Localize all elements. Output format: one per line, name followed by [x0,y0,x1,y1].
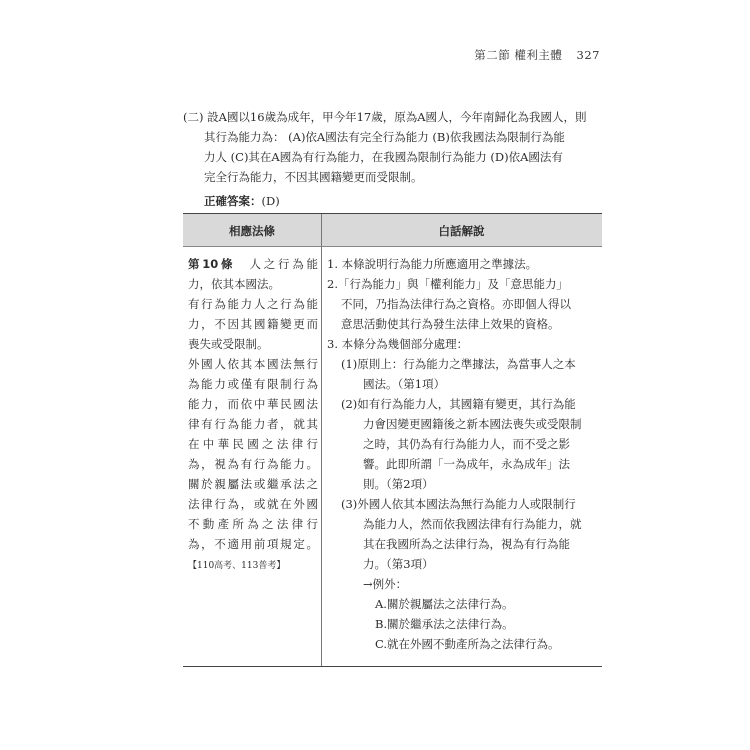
explanation-line: 響。此即所謂「一為成年，永為成年」法 [363,457,570,471]
article-text-column [188,254,318,576]
explanation-line: 不同，乃指為法律行為之資格。亦即個人得以 [341,297,571,311]
explanation-line: 之時，其仍為有行為能力人，而不受之影 [363,437,570,451]
article-line: 法律行為，或就在外國 [188,497,318,511]
explanation-line: (2)如有行為能力人，其國籍有變更，其行為能 [341,397,576,411]
article-line: 有行為能力人之行為能 [188,297,318,311]
header-plain-explanation: 白話解說 [438,224,485,238]
question-line: (二) 設A國以16歲為成年，甲今年17歲，原為A國人，今年南歸化為我國人，則 [183,110,587,124]
article-line: 不動產所為之法律行 [188,517,318,531]
explanation-line: 意思活動使其行為發生法律上效果的資格。 [341,317,560,331]
page-number: 327 [576,48,600,62]
article-line: 為，不適用前項規定。 [188,537,318,551]
article-line: 為能力或僅有限制行為 [188,377,318,391]
explanation-line: 其在我國所為之法律行為，視為有行為能 [363,537,570,551]
running-header [474,47,600,63]
answer-value: (D) [261,194,280,208]
column-divider [321,214,322,666]
law-explanation-table [183,213,602,667]
answer-label: 正確答案： [204,194,262,208]
section-title: 第二節 權利主體 [474,48,563,62]
article-line: 為，視為有行為能力。 [188,457,318,471]
header-related-article: 相應法條 [229,224,275,238]
explanation-column [327,254,599,654]
explanation-line: C.就在外國不動產所為之法律行為。 [375,637,560,651]
explanation-line: 力會因變更國籍後之新本國法喪失或受限制 [363,417,582,431]
article-line: 喪失或受限制。 [188,337,269,351]
article-line: 關於親屬法或繼承法之 [188,477,318,491]
question-line: 其行為能力為： (A)依A國法有完全行為能力 (B)依我國法為限制行為能 [204,130,565,144]
article-line: 能力，而依中華民國法 [188,397,318,411]
article-line: 第10條 人之行為能 [188,257,318,271]
question-line: 完全行為能力，不因其國籍變更而受限制。 [204,170,423,184]
explanation-line: 力。（第3項） [363,557,434,571]
explanation-line: 則。（第2項） [363,477,434,491]
article-line: 力，依其本國法。 [188,277,280,291]
article-line: 外國人依其本國法無行 [188,357,318,371]
explanation-line: →例外： [363,577,408,591]
article-line: 律有行為能力者，就其 [188,417,318,431]
explanation-line: (1)原則上：行為能力之準據法，為當事人之本 [341,357,576,371]
explanation-line: 1. 本條說明行為能力所應適用之準據法。 [327,257,538,271]
explanation-line: 3. 本條分為幾個部分處理： [327,337,469,351]
explanation-line: 為能力人，然而依我國法律有行為能力，就 [363,517,582,531]
article-line: 在中華民國之法律行 [188,437,318,451]
table-header-row [183,214,602,247]
article-number: 第10條 [188,257,236,271]
explanation-line: B.關於繼承法之法律行為。 [375,617,514,631]
article-line: 力，不因其國籍變更而 [188,317,318,331]
exam-note: 【110高考、113普考】 [188,561,286,571]
explanation-line: A.關於親屬法之法律行為。 [375,597,514,611]
explanation-line: 國法。（第1項） [363,377,446,391]
answer-line [183,191,613,211]
question-line: 力人 (C)其在A國為有行為能力，在我國為限制行為能力 (D)依A國法有 [204,150,563,164]
explanation-line: (3)外國人依其本國法為無行為能力人或限制行 [341,497,576,511]
explanation-line: 2.「行為能力」與「權利能力」及「意思能力」 [327,277,568,291]
question-block [183,107,613,211]
